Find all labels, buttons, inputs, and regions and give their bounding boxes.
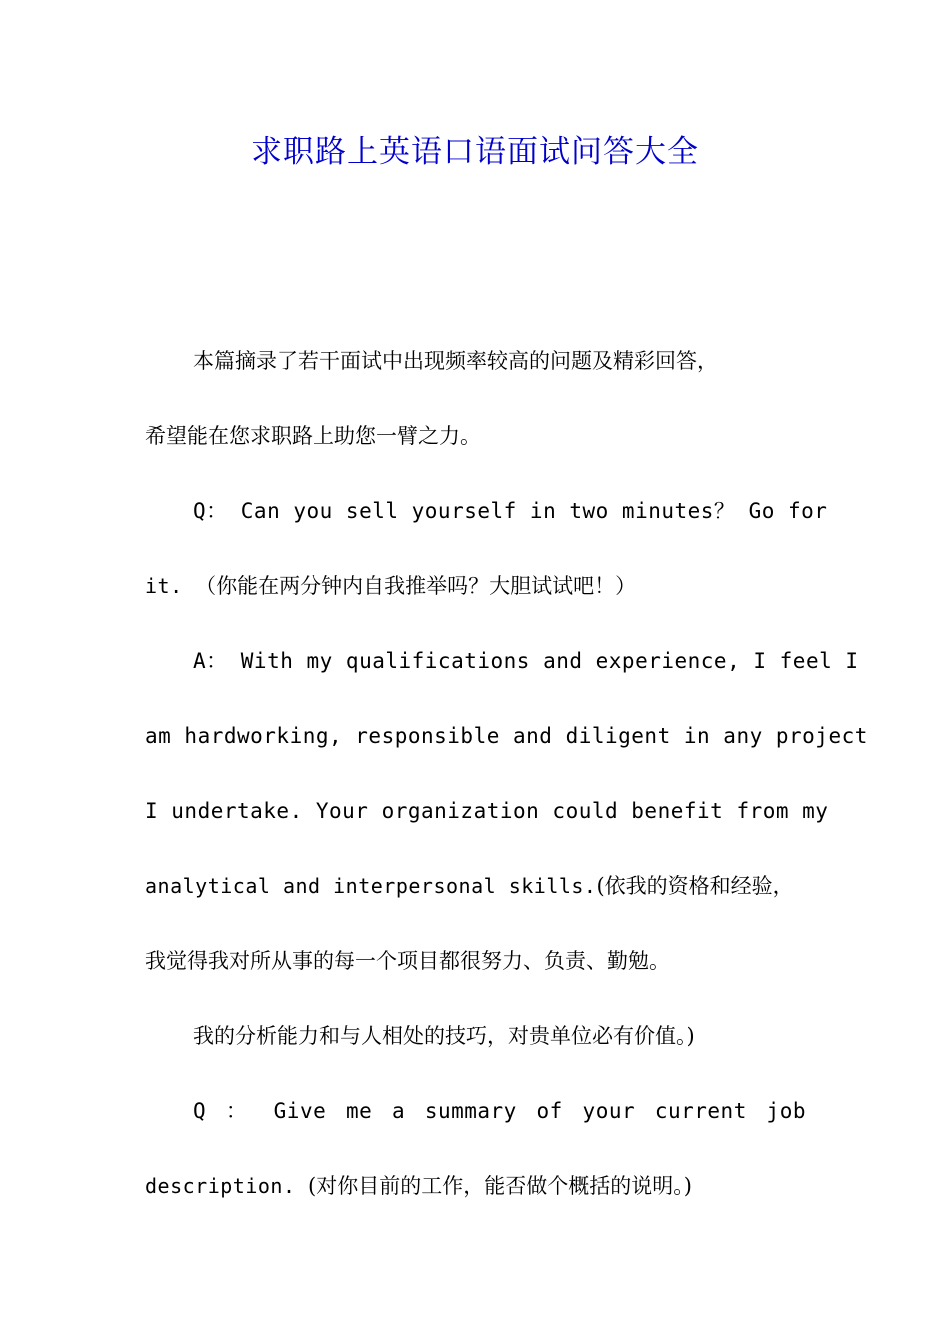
intro-line-2: 希望能在您求职路上助您一臂之力。 [145, 424, 481, 448]
question-1-line-1: Q： Can you sell yourself in two minutes？ Go for [193, 499, 828, 523]
document-body [145, 324, 868, 1224]
page-title: 求职路上英语口语面试问答大全 [251, 134, 699, 170]
answer-1-line-5: 我觉得我对所从事的每一个项目都很努力、负责、勤勉。 [145, 949, 670, 973]
question-2-line-2 [145, 1149, 806, 1224]
answer-1-translation-start: (依我的资格和经验， [596, 874, 794, 898]
question-2-line-1: Q ： Give me a summary of your current job [193, 1099, 806, 1123]
question-1-translation: （你能在两分钟内自我推举吗？大胆试试吧！） [195, 574, 637, 598]
intro-line-1: 本篇摘录了若干面试中出现频率较高的问题及精彩回答， [193, 349, 718, 373]
answer-1-line-2: am hardworking, responsible and diligent in any project [145, 724, 868, 748]
question-2-english-tail: description. [145, 1174, 309, 1198]
answer-1-line-1: A： With my qualifications and experience, I feel I [193, 649, 859, 673]
answer-1-line-6: 我的分析能力和与人相处的技巧，对贵单位必有价值。) [193, 1024, 695, 1048]
answer-1-line-3: I undertake. Your organization could benefit from my [145, 799, 829, 823]
question-1-line-2 [145, 549, 806, 624]
question-1-english-tail: it. [145, 574, 196, 598]
answer-1-line-4 [145, 849, 806, 924]
answer-1-english-tail: analytical and interpersonal skills. [145, 874, 597, 898]
question-2-translation: (对你目前的工作，能否做个概括的说明。) [308, 1174, 692, 1198]
